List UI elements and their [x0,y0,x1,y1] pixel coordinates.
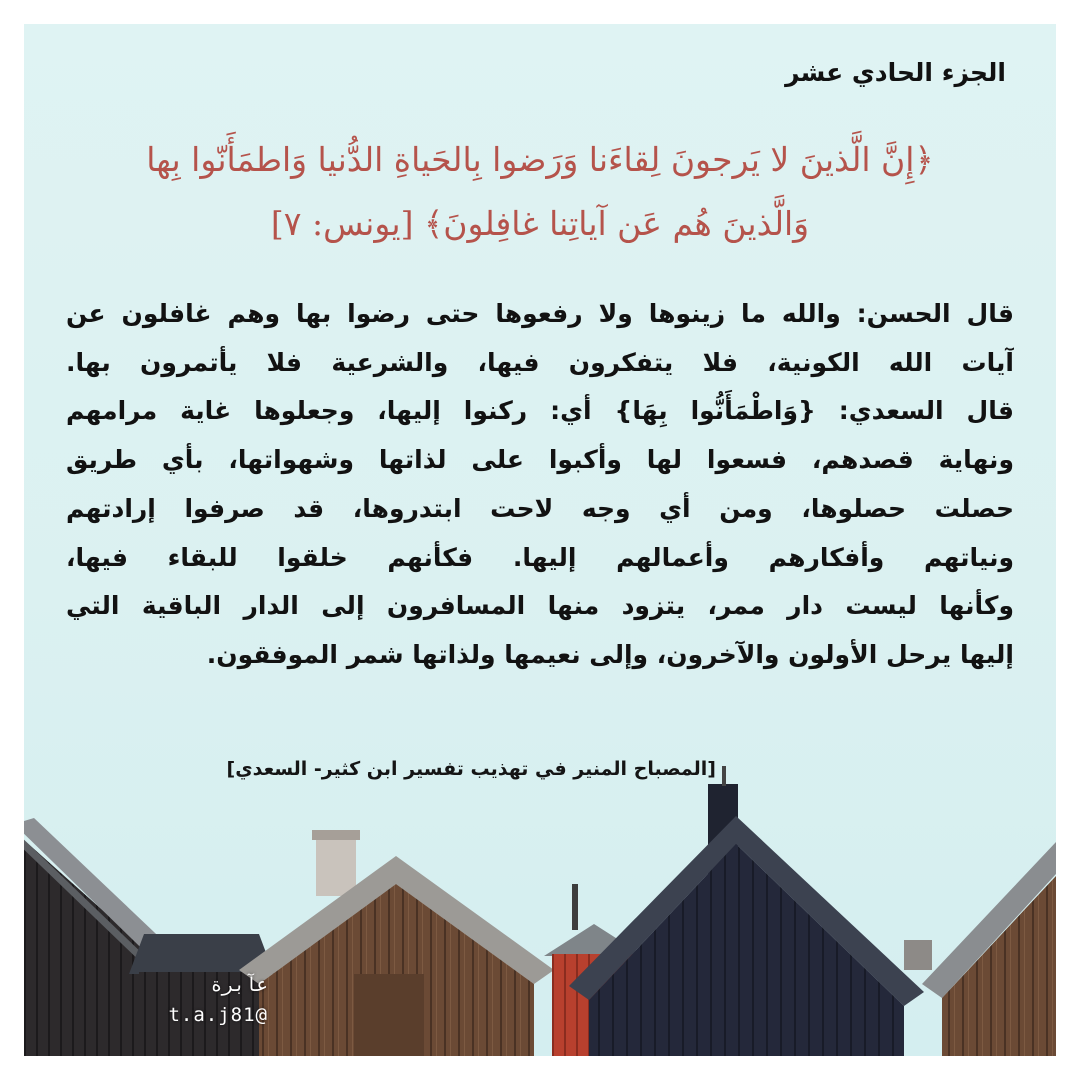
tafsir-line-8: إليها يرحل الأولون والآخرون، وإلى نعيمها ولذاتها شمر الموفقون. [206,639,1014,669]
post-card [24,24,1056,1056]
verse-line-2: وَالَّذينَ هُم عَن آياتِنا غافِلونَ﴾ [يونس: ٧] [270,204,810,243]
part-title: الجزء الحادي عشر [785,58,1006,87]
right-house [904,842,1056,1056]
tafsir-line-5: حصلت حصلوها، ومن أي وجه لاحت ابتدروها، قد صرفوا إرادتهم [66,493,1014,523]
watermark-handle: t.a.j81@ [168,1004,268,1026]
tafsir-line-6: ونياتهم وأفكارهم وأعمالهم إليها. فكأنهم خلقوا للبقاء فيها، [66,542,1014,572]
watermark [128,970,268,1030]
tafsir-line-2: آيات الله الكونية، فلا يتفكرون فيها، والشرعية فلا يأتمرون بها. [66,347,1014,377]
tafsir-line-4: ونهاية قصدهم، فسعوا لها وأكبوا على لذاتها وشهواتها، بأي طريق [66,445,1014,475]
tafsir-line-3: قال السعدي: {وَاطْمَأَنُّوا بِهَا} أي: ركنوا إليها، وجعلوها غاية مرامهم [66,396,1014,426]
navy-house [569,766,924,1056]
tafsir-text [66,290,1014,680]
quran-verse [64,128,1016,256]
tafsir-line-7: وكأنها ليست دار ممر، يتزود منها المسافرون إلى الدار الباقية التي [66,591,1014,621]
watermark-name: عآبرة [210,974,268,996]
source-citation: [المصباح المنير في تهذيب تفسير ابن كثير- السعدي] [226,758,716,780]
tafsir-line-1: قال الحسن: والله ما زينوها ولا رفعوها حتى رضوا بها وهم غافلون عن [66,299,1014,328]
verse-line-1: ﴿إِنَّ الَّذينَ لا يَرجونَ لِقاءَنا وَرَضوا بِالحَياةِ الدُّنيا وَاطمَأَنّوا بِها [146,140,934,179]
brown-house [239,830,554,1056]
